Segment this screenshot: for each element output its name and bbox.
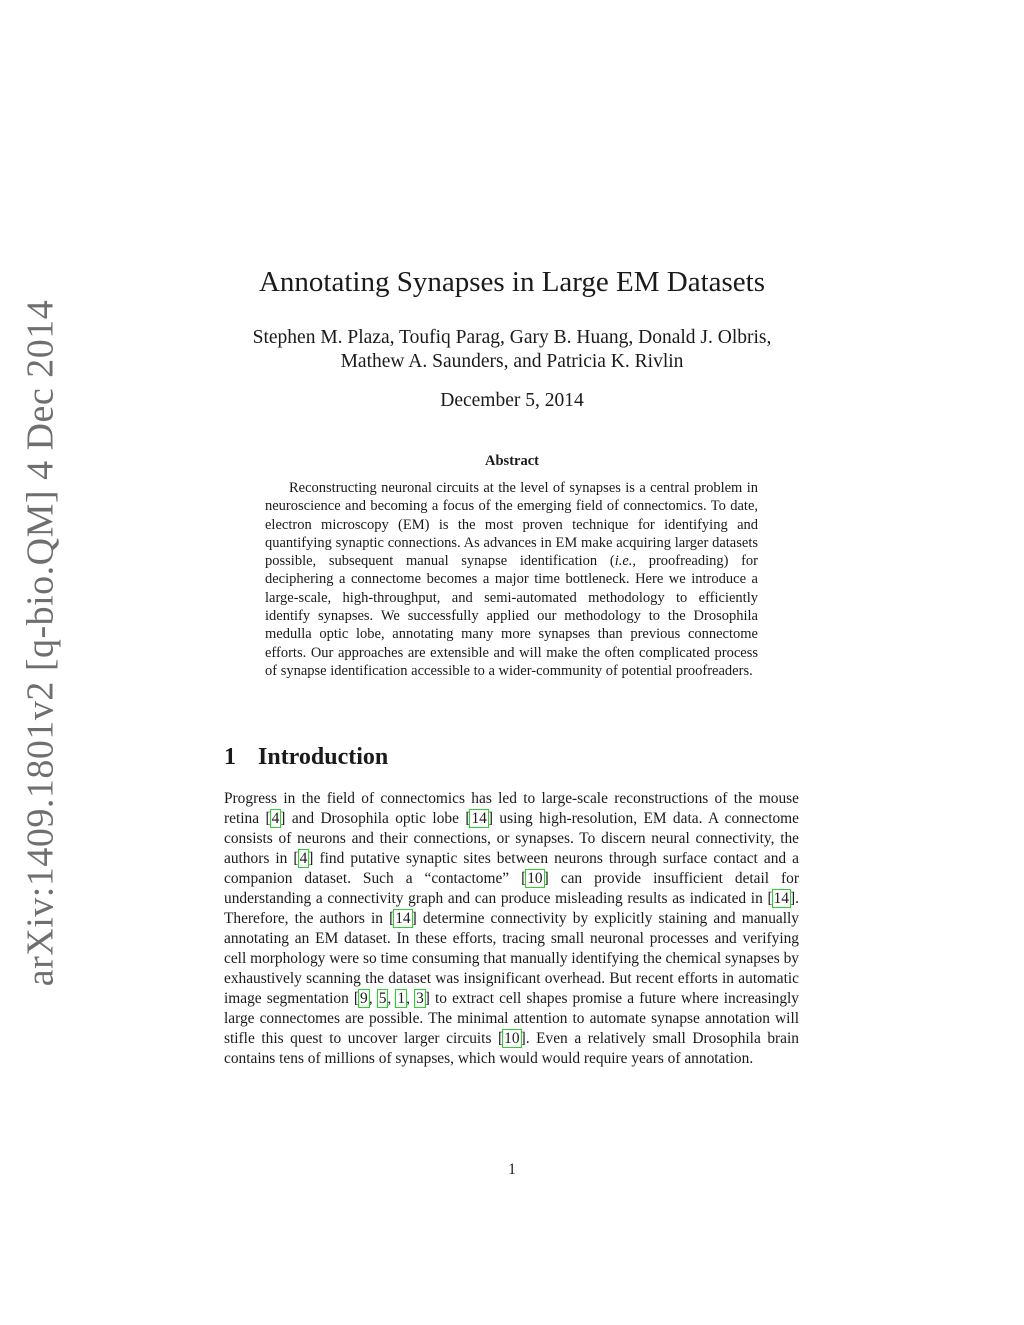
author-line-2: Mathew A. Saunders, and Patricia K. Rivlin <box>340 351 684 372</box>
abstract-ie-italic: i.e. <box>614 553 633 570</box>
abstract-text-part-1: Reconstructing neuronal circuits at the level of synapses is a central problem in neuroscience and becoming a focus of the emerging field of connectomics. To date, electron microscopy (EM) is the most proven technique for identifying and quantifying synaptic connections. As advances in EM make acquiring larger datasets possible, subsequent manual synapse identification ( <box>265 480 758 570</box>
citation-link[interactable]: 9 <box>360 990 368 1007</box>
introduction-paragraph: Progress in the field of connectomics has led to large-scale reconstructions of the mouse retina [4] and Drosophila optic lobe [14] using high-resolution, EM data. A connectome consists of neurons and their connections, or synapses. To discern neural connectivity, the authors in [4] find putative synaptic sites between neurons through surface contact and a companion dataset. Such a “contactome” [10] can provide insufficient detail for understanding a connectivity graph and can produce misleading results as indicated in [14]. Therefore, the authors in [14] determine connectivity by explicitly staining and manually annotating an EM dataset. In these efforts, tracing small neuronal processes and verifying cell morphology were so time consuming that manually identifying the chemical synapses by exhaustively scanning the dataset was insignificant overhead. But recent efforts in automatic image segmentation [9, 5, 1, 3] to extract cell shapes promise a future where increasingly large connectomes are possible. The minimal attention to automate synapse annotation will stifle this quest to uncover larger circuits [10]. Even a relatively small Drosophila brain contains tens of millions of synapses, which would would require years of annotation. <box>224 790 799 1067</box>
paper-title: Annotating Synapses in Large EM Datasets <box>258 266 766 298</box>
citation-link[interactable]: 10 <box>527 870 543 887</box>
citation-link[interactable]: 3 <box>416 990 424 1007</box>
citation-link[interactable]: 1 <box>397 990 406 1007</box>
section-number: 1 <box>224 744 236 770</box>
section-title: Introduction <box>258 744 389 770</box>
citation-link[interactable]: 4 <box>299 850 308 867</box>
abstract-text-part-2: , proofreading) for deciphering a connectome becomes a major time bottleneck. Here we introduce a large-scale, high-throughput, and semi-automated methodology to efficiently identify synapses. We successfully applied our methodology to the Drosophila medulla optic lobe, annotating many more synapses than previous connectome efforts. Our approaches are extensible and will make the often complicated process of synapse identification accessible to a wider-community of potential proofreaders. <box>265 553 759 679</box>
intro-text: determine connectivity by explicitly staining and manually annotating an EM dataset. In these efforts, tracing small neuronal processes and verifying cell morphology were so time consuming that manually identifying the chemical synapses by exhaustively scanning the dataset was insignificant overhead. But recent efforts in automatic image segmentation <box>224 910 799 1007</box>
paper-date: December 5, 2014 <box>440 390 584 411</box>
intro-text: Progress in the field of connectomics has led to large-scale reconstructions of the mouse retina <box>224 790 799 827</box>
intro-text: can provide insufficient detail for understanding a connectivity graph and can produce misleading results as indicated in <box>224 870 799 907</box>
intro-text: . Even a relatively small Drosophila brain contains tens of millions of synapses, which would would require years of annotation. <box>224 1030 799 1067</box>
abstract-text <box>265 479 758 680</box>
citation-link[interactable]: 14 <box>395 910 411 927</box>
author-list <box>0 326 1024 374</box>
citation-separator: , <box>368 990 378 1007</box>
intro-text: and Drosophila optic lobe <box>285 810 466 827</box>
citation-link[interactable]: 14 <box>471 810 487 827</box>
citation-link[interactable]: 10 <box>504 1030 520 1047</box>
intro-text: using high-resolution, EM data. A connectome consists of neurons and their connections, or synapses. To discern neural connectivity, the authors in <box>224 810 799 867</box>
intro-text: to extract cell shapes promise a future where increasingly large connectomes are possible. The minimal attention to automate synapse annotation will stifle this quest to uncover larger circuits <box>224 990 799 1047</box>
arxiv-identifier-stamp <box>6 299 74 987</box>
citation-link[interactable]: 5 <box>378 990 387 1007</box>
page-number: 1 <box>508 1161 516 1178</box>
citation-separator: , <box>387 990 397 1007</box>
intro-text: find putative synaptic sites between neurons through surface contact and a companion dataset. Such a “contactome” <box>224 850 799 887</box>
intro-text: . Therefore, the authors in <box>224 890 799 927</box>
abstract-heading: Abstract <box>485 453 539 469</box>
section-heading <box>224 744 388 771</box>
author-line-1: Stephen M. Plaza, Toufiq Parag, Gary B. Huang, Donald J. Olbris, <box>252 327 772 348</box>
citation-separator: , <box>406 990 416 1007</box>
citation-link[interactable]: 14 <box>773 890 789 907</box>
citation-link[interactable]: 4 <box>271 810 280 827</box>
arxiv-identifier-text: arXiv:1409.1801v2 [q-bio.QM] 4 Dec 2014 <box>19 299 62 987</box>
